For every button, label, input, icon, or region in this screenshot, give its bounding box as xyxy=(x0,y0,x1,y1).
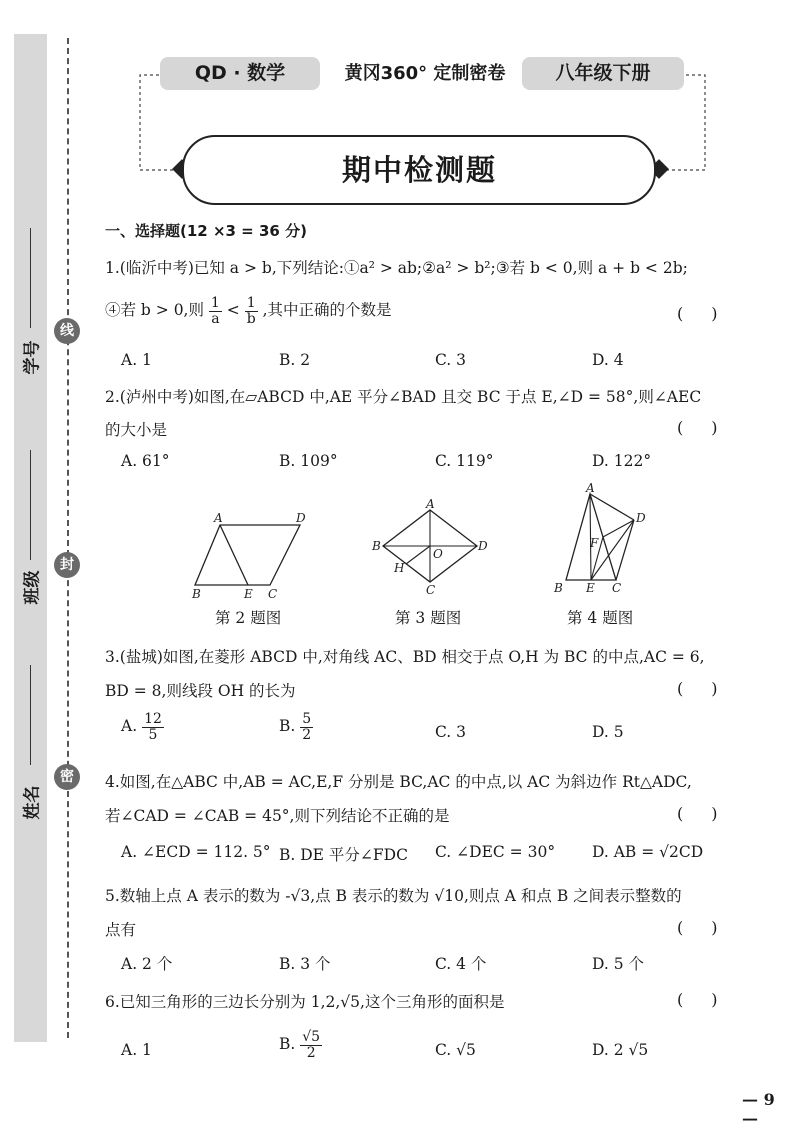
q3-optA-den: 5 xyxy=(148,726,158,743)
seal-xian: 线 xyxy=(54,318,80,344)
figure-3-rhombus xyxy=(370,498,490,598)
fig4-label-e: E xyxy=(586,581,595,595)
name-blank[interactable] xyxy=(30,665,31,765)
q2-option-c[interactable]: C. 119° xyxy=(435,452,494,470)
q5-option-d[interactable]: D. 5 个 xyxy=(592,955,645,973)
fig2-label-c: C xyxy=(268,587,278,600)
cut-line xyxy=(67,38,69,1038)
q6-option-b[interactable] xyxy=(279,1030,322,1060)
q1-line2-post: ,其中正确的个数是 xyxy=(262,301,392,320)
series-title: 黄冈360° 定制密卷 xyxy=(344,63,506,84)
name-label: 姓名 xyxy=(22,785,43,820)
fig4-label-b: B xyxy=(554,581,563,595)
q5-option-b[interactable]: B. 3 个 xyxy=(279,955,331,973)
fig3-label-d: D xyxy=(478,539,488,553)
fig2-label-b: B xyxy=(192,587,201,600)
q6-optB-num: √5 xyxy=(302,1029,321,1045)
q2-stem-line2: 的大小是 xyxy=(105,421,168,439)
q2-stem-line1: 2.(泸州中考)如图,在▱ABCD 中,AE 平分∠BAD 且交 BC 于点 E,∠D = 58°,则∠AEC xyxy=(105,388,702,406)
q3-option-b[interactable] xyxy=(279,712,313,742)
q3-answer-paren[interactable]: () xyxy=(677,679,746,698)
figure-2-parallelogram xyxy=(190,510,320,600)
q3-option-d[interactable]: D. 5 xyxy=(592,723,624,741)
q3-optB-num: 5 xyxy=(302,711,312,727)
q4-option-c[interactable]: C. ∠DEC = 30° xyxy=(435,843,556,861)
q6-option-d[interactable]: D. 2 √5 xyxy=(592,1041,649,1059)
section-heading: 一、选择题(12 ×3 = 36 分) xyxy=(105,222,307,240)
q3-option-a[interactable] xyxy=(121,712,164,742)
q3-optA-frac xyxy=(142,712,164,742)
q3-optA-pre: A. xyxy=(121,717,138,736)
fig4-label-f: F xyxy=(590,536,599,550)
fig4-label-c: C xyxy=(612,581,622,595)
q1-answer-paren[interactable]: () xyxy=(677,304,746,323)
q2-option-a[interactable]: A. 61° xyxy=(121,452,170,470)
q4-stem-line2: 若∠CAD = ∠CAB = 45°,则下列结论不正确的是 xyxy=(105,807,450,825)
class-label: 班级 xyxy=(22,570,43,605)
q1-frac1-den: a xyxy=(211,310,220,327)
fig3-caption: 第 3 题图 xyxy=(395,609,462,627)
q6-stem-line1: 6.已知三角形的三边长分别为 1,2,√5,这个三角形的面积是 xyxy=(105,993,505,1011)
q1-frac-1b xyxy=(245,296,258,326)
q1-frac-1a xyxy=(209,296,222,326)
q1-stem-line1: 1.(临沂中考)已知 a > b,下列结论:①a² > ab;②a² > b²;③若 b < 0,则 a + b < 2b; xyxy=(105,259,688,277)
q4-option-d[interactable]: D. AB = √2CD xyxy=(592,843,704,861)
q6-option-a[interactable]: A. 1 xyxy=(121,1041,152,1059)
q3-optB-frac xyxy=(300,712,313,742)
figure-4-triangle xyxy=(548,482,658,597)
fig3-label-h: H xyxy=(394,561,405,575)
q5-answer-paren[interactable]: () xyxy=(677,918,746,937)
fig4-label-a: A xyxy=(586,482,595,495)
page-title: 期中检测题 xyxy=(341,153,497,187)
q4-option-a[interactable]: A. ∠ECD = 112. 5° xyxy=(121,843,271,861)
seal-mi: 密 xyxy=(54,764,80,790)
q2-option-b[interactable]: B. 109° xyxy=(279,452,338,470)
grade-badge: 八年级下册 xyxy=(522,57,684,90)
q6-optB-frac xyxy=(300,1030,322,1060)
subject-badge: QD · 数学 xyxy=(160,57,320,90)
q1-frac1-num: 1 xyxy=(210,295,220,311)
q3-stem-line1: 3.(盐城)如图,在菱形 ABCD 中,对角线 AC、BD 相交于点 O,H 为 BC 的中点,AC = 6, xyxy=(105,648,705,666)
q4-answer-paren[interactable]: () xyxy=(677,804,746,823)
q5-stem-line2: 点有 xyxy=(105,921,137,939)
page-number: — 9 — xyxy=(742,1090,775,1128)
fig2-caption: 第 2 题图 xyxy=(215,609,282,627)
student-id-label: 学号 xyxy=(22,340,43,375)
fig4-label-d: D xyxy=(636,511,646,525)
q5-option-a[interactable]: A. 2 个 xyxy=(121,955,173,973)
class-blank[interactable] xyxy=(30,450,31,560)
q1-lt: < xyxy=(226,301,240,320)
fig2-label-a: A xyxy=(214,511,223,525)
fig2-label-e: E xyxy=(244,587,253,600)
fig3-label-b: B xyxy=(372,539,381,553)
fig3-label-c: C xyxy=(426,583,436,597)
q5-option-c[interactable]: C. 4 个 xyxy=(435,955,487,973)
seal-feng: 封 xyxy=(54,552,80,578)
q5-stem-line1: 5.数轴上点 A 表示的数为 -√3,点 B 表示的数为 √10,则点 A 和点 B 之间表示整数的 xyxy=(105,887,682,905)
q1-option-d[interactable]: D. 4 xyxy=(592,351,624,369)
q1-frac2-num: 1 xyxy=(246,295,256,311)
q1-stem-line2 xyxy=(105,296,392,326)
fig3-label-a: A xyxy=(426,498,435,511)
q6-option-c[interactable]: C. √5 xyxy=(435,1041,476,1059)
q6-optB-den: 2 xyxy=(306,1044,316,1061)
q3-optB-den: 2 xyxy=(302,726,312,743)
q2-answer-paren[interactable]: () xyxy=(677,418,746,437)
q3-optB-pre: B. xyxy=(279,717,296,736)
q6-optB-pre: B. xyxy=(279,1035,296,1054)
q4-stem-line1: 4.如图,在△ABC 中,AB = AC,E,F 分别是 BC,AC 的中点,以 AC 为斜边作 Rt△ADC, xyxy=(105,773,692,791)
q6-answer-paren[interactable]: () xyxy=(677,990,746,1009)
q1-option-b[interactable]: B. 2 xyxy=(279,351,311,369)
q3-optA-num: 12 xyxy=(144,711,162,727)
q3-stem-line2: BD = 8,则线段 OH 的长为 xyxy=(105,682,296,700)
q1-option-a[interactable]: A. 1 xyxy=(121,351,152,369)
student-id-blank[interactable] xyxy=(30,228,31,328)
fig4-caption: 第 4 题图 xyxy=(567,609,634,627)
fig3-label-o: O xyxy=(433,547,443,561)
q1-frac2-den: b xyxy=(246,310,256,327)
q1-line2-pre: ④若 b > 0,则 xyxy=(105,301,204,320)
q2-option-d[interactable]: D. 122° xyxy=(592,452,652,470)
q3-option-c[interactable]: C. 3 xyxy=(435,723,467,741)
q4-option-b[interactable]: B. DE 平分∠FDC xyxy=(279,846,408,864)
q1-option-c[interactable]: C. 3 xyxy=(435,351,467,369)
fig2-label-d: D xyxy=(296,511,306,525)
